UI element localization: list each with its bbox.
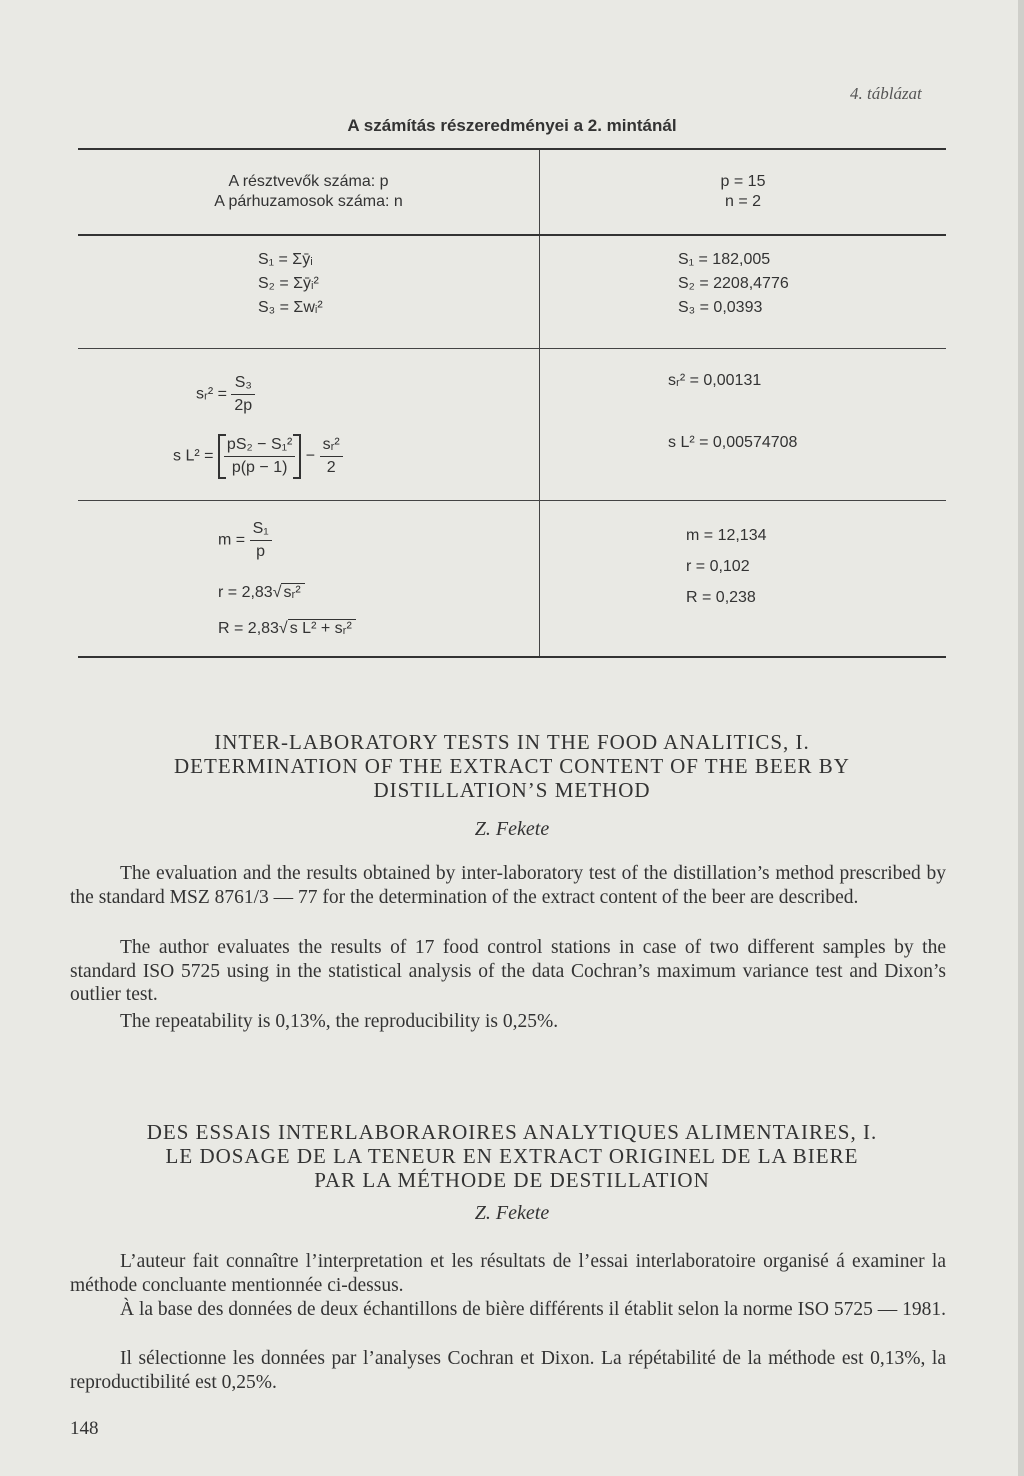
m-numerator: S₁ (250, 518, 272, 541)
R-radicand: s L² + sᵣ² (288, 619, 356, 637)
sl-fraction2 (320, 434, 343, 479)
r-value: r = 0,102 (686, 558, 750, 575)
s3-value: S₃ = 0,0393 (678, 299, 763, 316)
sl-minus: − (305, 447, 316, 465)
sr-formula (196, 372, 255, 417)
english-paragraph-1: The evaluation and the results obtained by inter-laboratory test of the distillation’s method prescribed by the standard MSZ 8761/3 — 77 for the determination of the extract content of the beer are described. (70, 863, 946, 908)
sums-values (678, 248, 789, 320)
english-heading (0, 730, 1024, 802)
n-value: n = 2 (724, 193, 762, 210)
english-author: Z. Fekete (474, 818, 550, 840)
s3-formula: S₃ = Σwᵢ² (258, 299, 323, 316)
row1-right (540, 172, 946, 212)
m-lhs: m = (218, 531, 246, 549)
english-heading-line3: DISTILLATION’S METHOD (373, 778, 651, 802)
participants-label: A résztvevők száma: p (228, 173, 389, 190)
s2-formula: S₂ = Σȳᵢ² (258, 275, 319, 292)
french-heading-line3: PAR LA MÉTHODE DE DESTILLATION (314, 1168, 710, 1192)
sr-value: sᵣ² = 0,00131 (668, 372, 762, 389)
r-lhs: r = 2,83√ (218, 584, 282, 601)
p-value: p = 15 (720, 173, 766, 190)
sl-formula (173, 434, 343, 479)
english-paragraph-3: The repeatability is 0,13%, the reproducibility is 0,25%. (120, 1011, 559, 1032)
sl-bracket (218, 434, 301, 479)
table-column-divider (539, 150, 540, 656)
m-value: m = 12,134 (686, 527, 767, 544)
french-heading (0, 1120, 1024, 1192)
r-formula (218, 584, 305, 602)
french-heading-line2: LE DOSAGE DE LA TENEUR EN EXTRACT ORIGINEL DE LA BIERE (165, 1144, 859, 1168)
sl-numerator: pS₂ − S₁² (224, 434, 295, 457)
R-lhs: R = 2,83√ (218, 620, 288, 637)
sums-formulas (258, 248, 323, 320)
french-author: Z. Fekete (474, 1202, 550, 1224)
french-paragraph-2: À la base des données de deux échantillons de bière différents il établit selon la norme ISO 5725 — 1981. (120, 1299, 947, 1320)
table-row-divider (78, 500, 946, 501)
english-paragraph-2: The author evaluates the results of 17 food control stations in case of two different samples by the standard ISO 5725 using in the statistical analysis of the data Cochran’s maximum variance test and Dixon’s outlier test. (70, 937, 946, 1005)
sr-fraction (231, 372, 255, 417)
page-number: 148 (70, 1418, 99, 1439)
parallels-label: A párhuzamosok száma: n (214, 193, 403, 210)
s1-formula: S₁ = Σȳᵢ (258, 251, 313, 268)
row1-left (78, 172, 539, 212)
sl-denominator: p(p − 1) (231, 459, 288, 476)
sl-fraction (224, 434, 295, 479)
m-denominator: p (256, 543, 266, 560)
sl-value: s L² = 0,00574708 (668, 434, 798, 451)
french-heading-line1: DES ESSAIS INTERLABORAROIRES ANALYTIQUES ALIMENTAIRES, I. (146, 1120, 878, 1144)
s2-value: S₂ = 2208,4776 (678, 275, 789, 292)
m-formula (218, 518, 272, 563)
sr-lhs: sᵣ² = (196, 385, 227, 403)
results-table (78, 148, 946, 658)
R-formula (218, 620, 356, 638)
english-heading-line2: DETERMINATION OF THE EXTRACT CONTENT OF THE BEER BY (174, 754, 850, 778)
french-paragraph-1: L’auteur fait connaître l’interpretation et les résultats de l’essai interlaboratoire organisé á examiner la méthode concluante mentionnée ci-dessus. (70, 1251, 946, 1296)
french-paragraph-3: Il sélectionne les données par l’analyses Cochran et Dixon. La répétabilité de la méthode est 0,13%, la reproductibilité est 0,25%. (70, 1348, 946, 1393)
table-title: A számítás részeredményei a 2. mintánál (347, 116, 677, 135)
english-heading-line1: INTER-LABORATORY TESTS IN THE FOOD ANALITICS, I. (214, 730, 810, 754)
table-row-divider (78, 348, 946, 349)
sr-numerator: S₃ (231, 372, 255, 395)
table-label: 4. táblázat (850, 84, 922, 103)
table-row-divider (78, 234, 946, 236)
s1-value: S₁ = 182,005 (678, 251, 771, 268)
row4-values (686, 520, 767, 613)
r-radicand: sᵣ² (281, 583, 304, 601)
sl-denominator2: 2 (326, 459, 336, 476)
m-fraction (250, 518, 272, 563)
R-value: R = 0,238 (686, 589, 756, 606)
sl-numerator2: sᵣ² (320, 434, 343, 457)
sr-denominator: 2p (234, 397, 253, 414)
sl-lhs: s L² = (173, 447, 214, 465)
